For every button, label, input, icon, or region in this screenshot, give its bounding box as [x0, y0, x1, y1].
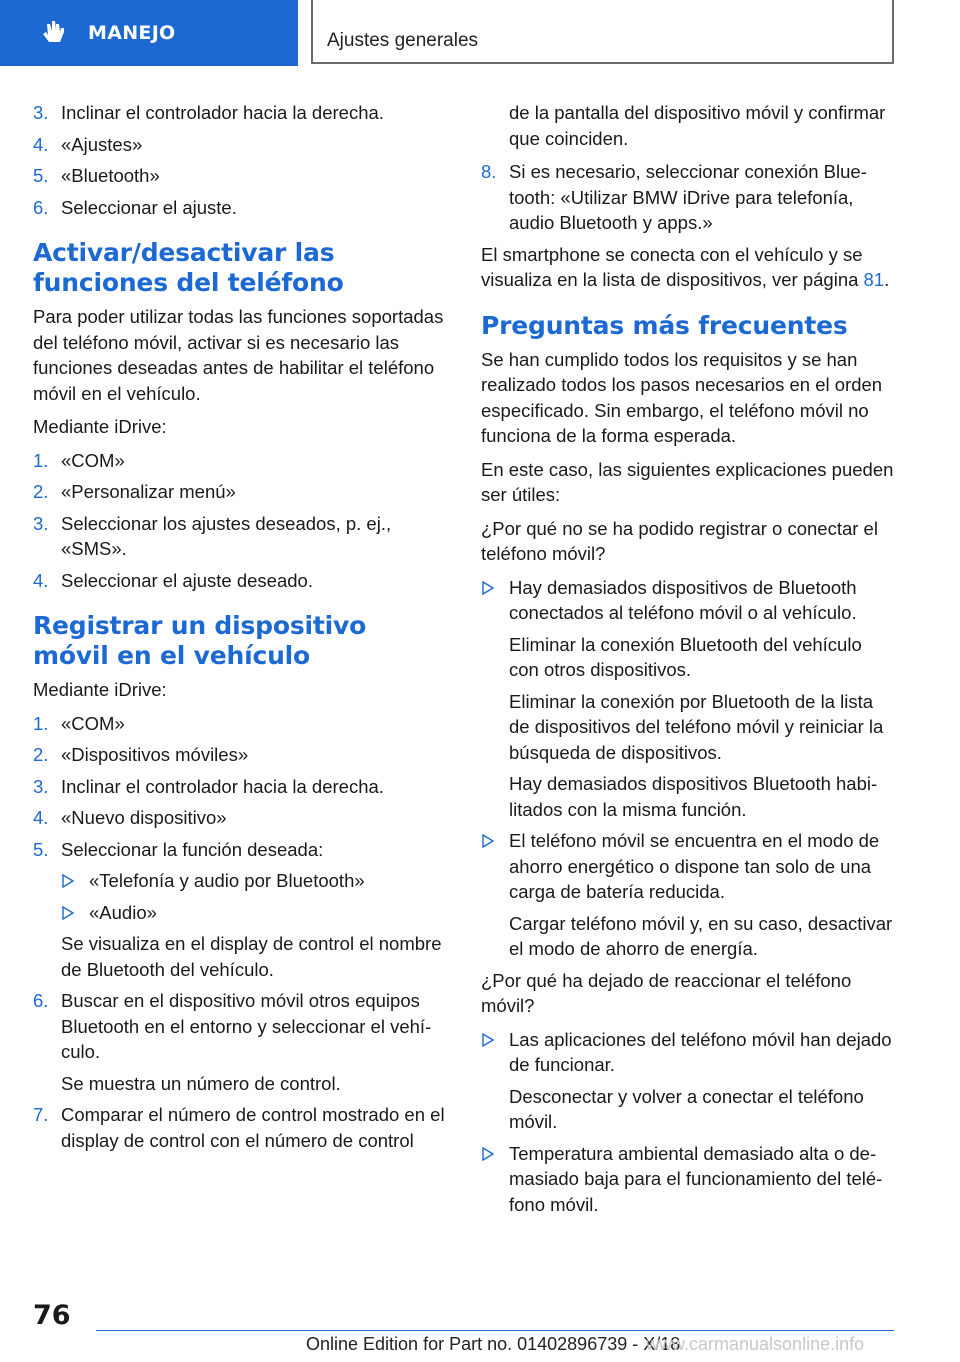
step-text: Inclinar el controlador hacia la derecha.	[61, 102, 384, 123]
list-item	[33, 988, 448, 1096]
answer-text: Temperatura ambiental demasiado alta o demasiado baja para el funcionamiento del teléfono móvil.	[509, 1142, 883, 1215]
step-text: «Bluetooth»	[61, 165, 160, 186]
step-number: 2.	[33, 481, 49, 502]
faq-intro-2: En este caso, las siguientes explicaciones pueden ser útiles:	[481, 458, 894, 505]
intro-steps	[33, 100, 448, 220]
phone-functions-via: Mediante iDrive:	[33, 416, 167, 437]
step-number: 4.	[33, 133, 49, 155]
answer-text: El teléfono móvil se encuentra en el modo de ahorro energético o dispone tan solo de una carga de batería reducida.	[509, 830, 880, 902]
step-number: 6.	[33, 990, 49, 1011]
steering-hand-icon	[40, 18, 66, 48]
step-number: 3.	[33, 775, 49, 797]
list-item	[33, 805, 448, 831]
register-steps-continued	[481, 159, 896, 236]
page-link[interactable]: 81	[863, 269, 885, 290]
step-text: «Nuevo dispositivo»	[61, 807, 227, 828]
faq-intro: Se han cumplido todos los requisitos y se han realizado todos los pasos necesarios en el orden especificado. Sin embargo, el teléfono móvil no funciona de la forma esperada.	[481, 348, 883, 446]
section-title: Ajustes generales	[327, 30, 479, 51]
section-header	[311, 0, 894, 64]
answer-solution: Cargar teléfono móvil y, en su caso, desactivar el modo de ahorro de energía.	[509, 912, 893, 959]
triangle-bullet-icon	[481, 834, 495, 848]
step-text: «Ajustes»	[61, 133, 143, 155]
step-number: 8.	[481, 161, 497, 182]
footer-edition: Online Edition for Part no. 01402896739 - X/18	[306, 1334, 681, 1354]
list-item	[61, 900, 448, 926]
step-number: 5.	[33, 838, 49, 860]
step-text: Seleccionar el ajuste deseado.	[61, 569, 313, 591]
heading-register-device: Registrar un dispositivo móvil en el vehículo	[33, 611, 367, 670]
step-text: Inclinar el controlador hacia la derecha.	[61, 775, 384, 797]
list-item	[33, 837, 448, 983]
list-item	[33, 774, 448, 800]
step-number: 1.	[33, 712, 49, 734]
list-item	[33, 742, 448, 768]
header-tab	[0, 0, 298, 66]
page-number: 76	[33, 1300, 71, 1331]
step-text: Seleccionar los ajustes deseados, p. ej., «SMS».	[61, 512, 392, 559]
step-text: «COM»	[61, 712, 125, 734]
connected-end: .	[884, 269, 890, 290]
step-text: Seleccionar el ajuste.	[61, 196, 237, 218]
list-item	[481, 828, 896, 962]
function-options	[61, 868, 448, 925]
answer-solution: Hay demasiados dispositivos Bluetooth habilitados con la misma función.	[509, 773, 878, 820]
step-continuation: de la pantalla del dispositivo móvil y confirmar que coinciden.	[509, 102, 886, 149]
list-item	[33, 568, 448, 594]
answer-text: Las aplicaciones del teléfono móvil han dejado de funcionar.	[509, 1028, 892, 1075]
question-1: ¿Por qué no se ha podido registrar o conectar el teléfono móvil?	[481, 517, 878, 564]
list-item	[481, 1027, 896, 1135]
step-text: «Dispositivos móviles»	[61, 744, 249, 765]
step-text: Si es necesario, seleccionar conexión Bluetooth: «Utilizar BMW iDrive para telefonía, audio Bluetooth y apps.»	[509, 161, 867, 233]
left-column	[33, 100, 448, 1159]
list-item	[481, 159, 896, 236]
connected-text: El smartphone se conecta con el vehículo y se visualiza en la lista de dispositivos, ver página	[481, 243, 863, 290]
answer-solution: Desconectar y volver a conectar el teléfono móvil.	[509, 1085, 864, 1132]
list-item	[481, 1141, 896, 1218]
connected-paragraph	[481, 242, 896, 293]
list-item	[33, 448, 448, 474]
step-number: 1.	[33, 449, 49, 471]
triangle-bullet-icon	[481, 1033, 495, 1047]
list-item	[481, 575, 896, 823]
question-1-answers	[481, 575, 896, 962]
footer-watermark: www.carmanualsonline.info	[646, 1334, 865, 1354]
step-number: 7.	[33, 1104, 49, 1125]
option-text: «Audio»	[89, 901, 157, 923]
chapter-label: MANEJO	[88, 22, 176, 44]
step-number: 3.	[33, 102, 49, 123]
step-note: Se visualiza en el display de control el nombre de Bluetooth del vehículo.	[61, 933, 442, 980]
step-text: «Personalizar menú»	[61, 481, 236, 502]
triangle-bullet-icon	[481, 581, 495, 595]
step-number: 5.	[33, 165, 49, 186]
list-item	[33, 163, 448, 189]
list-item	[33, 1102, 448, 1153]
register-steps	[33, 711, 448, 1154]
option-text: «Telefonía y audio por Bluetooth»	[89, 870, 365, 891]
list-item	[33, 195, 448, 221]
answer-solution: Eliminar la conexión por Bluetooth de la lista de dispositivos del teléfono móvil y reiniciar la búsqueda de dispositivos.	[509, 690, 884, 763]
phone-functions-paragraph: Para poder utilizar todas las funciones soportadas del teléfono móvil, activar si es necesario las funciones deseadas antes de habilitar el teléfono móvil en el vehículo.	[33, 306, 444, 404]
heading-faq: Preguntas más frecuentes	[481, 310, 848, 340]
list-item	[61, 868, 448, 894]
answer-solution: Eliminar la conexión Bluetooth del vehículo con otros dispositivos.	[509, 633, 862, 680]
right-column	[481, 100, 896, 1223]
step-number: 4.	[33, 807, 49, 828]
question-2-answers	[481, 1027, 896, 1218]
heading-phone-functions: Activar/desactivar las funciones del teléfono	[33, 238, 344, 297]
step-text: «COM»	[61, 449, 125, 471]
step-note: Se muestra un número de control.	[61, 1072, 341, 1094]
list-item	[33, 711, 448, 737]
question-2: ¿Por qué ha dejado de reaccionar el teléfono móvil?	[481, 969, 852, 1016]
list-item	[33, 100, 448, 126]
step-text: Buscar en el dispositivo móvil otros equipos Bluetooth en el entorno y seleccionar el vehículo.	[61, 990, 432, 1062]
list-item	[33, 132, 448, 158]
answer-text: Hay demasiados dispositivos de Bluetooth conectados al teléfono móvil o al vehículo.	[509, 576, 857, 623]
triangle-bullet-icon	[61, 906, 75, 920]
step-number: 6.	[33, 196, 49, 218]
register-via: Mediante iDrive:	[33, 679, 167, 700]
footer-divider	[96, 1330, 894, 1331]
list-item	[33, 479, 448, 505]
step-number: 2.	[33, 744, 49, 765]
step-text: Seleccionar la función deseada:	[61, 838, 324, 860]
triangle-bullet-icon	[61, 874, 75, 888]
step-number: 4.	[33, 569, 49, 591]
step-text: Comparar el número de control mostrado en el display de control con el número de control	[61, 1104, 445, 1151]
list-item	[33, 511, 448, 562]
step-number: 3.	[33, 512, 49, 534]
phone-functions-steps	[33, 448, 448, 594]
triangle-bullet-icon	[481, 1147, 495, 1161]
